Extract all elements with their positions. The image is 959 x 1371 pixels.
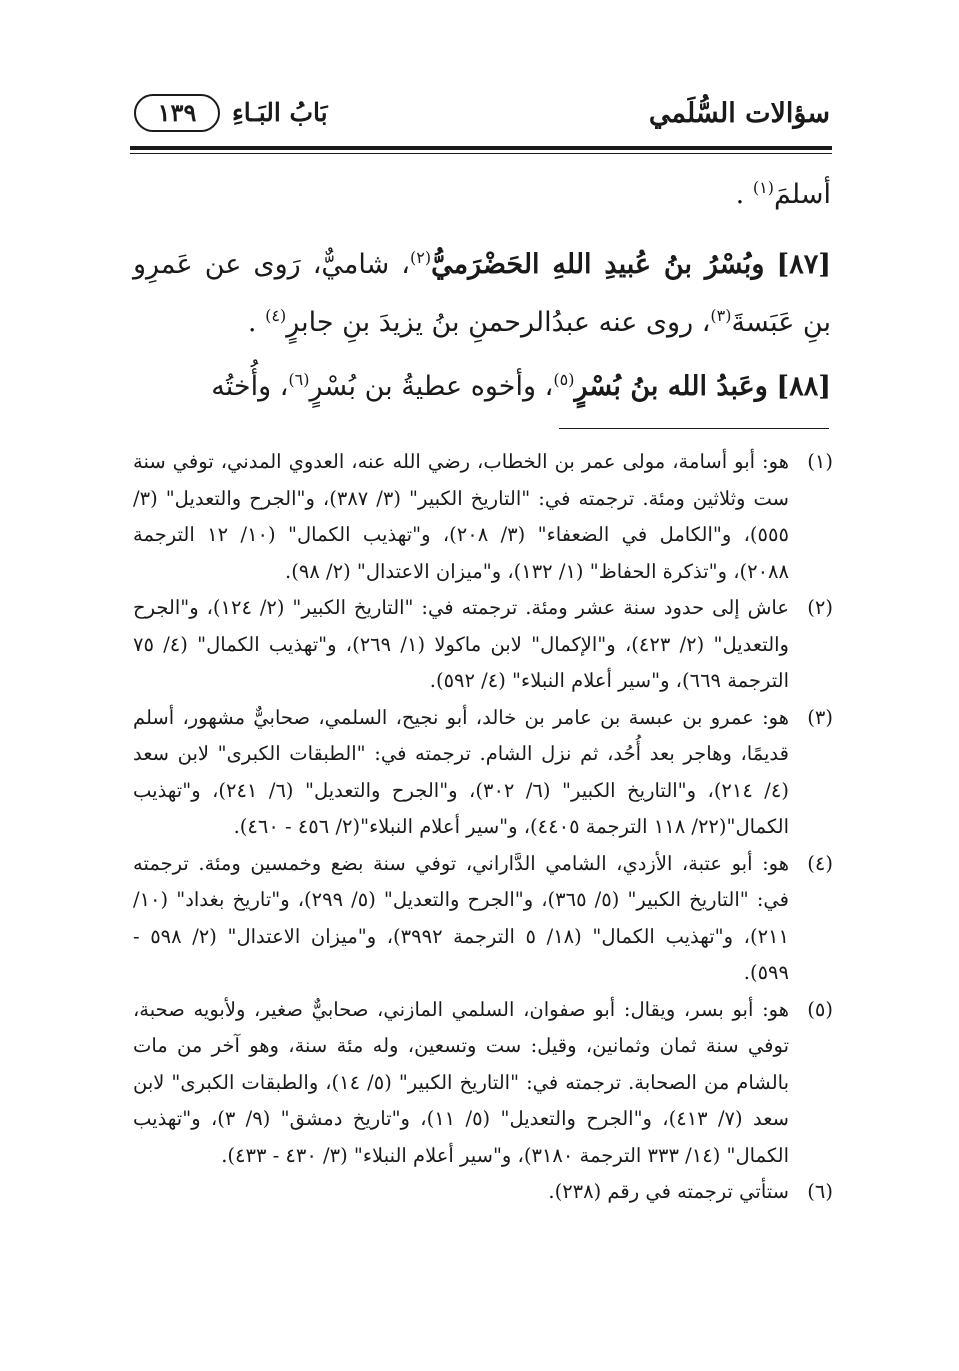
entry-87 — [133, 236, 831, 352]
entry-88 — [133, 358, 831, 416]
entry-87-text-b: ، روى عنه عبدُالرحمنِ بنُ يزيدَ بنِ جابرٍ — [286, 307, 711, 338]
footnote-6 — [133, 1174, 833, 1211]
footnote-separator — [559, 428, 829, 429]
header-rule-thin — [130, 153, 832, 154]
entry-87-text-c: . — [247, 307, 257, 338]
footnote-ref-4: (٤) — [265, 306, 287, 325]
footnote-ref-2: (٢) — [410, 248, 432, 267]
entry-88-number: [٨٨] — [776, 371, 831, 402]
entry-87-number: [٨٧] — [776, 249, 832, 280]
footnote-text: هو: أبو بسر، ويقال: أبو صفوان، السلمي المازني، صحابيٌّ صغير، ولأبويه صحبة، توفي سنة ثمان وثمانين، وقيل: ست وتسعين، وله مئة سنة، وهو آخر من مات بالشام من الصحابة. ترجمته في: "التاريخ الكبير" (٥/ ١٤)، والطبقات الكبرى" لابن سعد (٧/ ٤١٣)، و"الجرح والتعديل" (٥/ ١١)، و"تاريخ دمشق" (٩/ ٣)، و"تهذيب الكمال" (١٤/ ٣٣٣ الترجمة ٣١٨٠)، و"سير أعلام النبلاء" (٣/ ٤٣٠ - ٤٣٣). — [133, 997, 790, 1167]
footnote-mark: (٦) — [807, 1180, 833, 1203]
footnote-ref-3: (٣) — [710, 306, 732, 325]
entry-87-name: وبُسْرُ بنُ عُبيدِ اللهِ الحَضْرَميُّ — [431, 249, 765, 280]
continuation-line — [133, 166, 831, 224]
footnote-text: عاش إلى حدود سنة عشر ومئة. ترجمته في: "التاريخ الكبير" (٢/ ١٢٤)، و"الجرح والتعديل" (٢/ ٤٢٣)، و"الإكمال" لابن ماكولا (١/ ٢٦٩)، و"تهذيب الكمال" (٤/ ٧٥ الترجمة ٦٦٩)، و"سير أعلام النبلاء" (٤/ ٥٩٢). — [133, 596, 789, 692]
footnote-4 — [133, 846, 833, 992]
main-text — [133, 166, 831, 422]
footnote-ref-6: (٦) — [288, 370, 310, 389]
footnote-ref-5: (٥) — [553, 370, 575, 389]
footnote-5 — [133, 992, 833, 1175]
entry-87-text-a: ، شاميٌّ، رَوى عن عَمرِو بنِ عَبَسةَ — [133, 249, 831, 338]
chapter-title: بَابُ البَـاءِ — [232, 98, 328, 127]
footnote-text: ستأتي ترجمته في رقم (٢٣٨). — [548, 1180, 789, 1203]
entry-88-name: وعَبدُ الله بنُ بُسْرٍ — [574, 371, 768, 402]
entry-88-text-b: ، وأُختُه — [211, 371, 289, 402]
footnote-1 — [133, 444, 833, 590]
entry-88-text-a: ، وأخوه عطيةُ بن بُسْرٍ — [309, 371, 554, 402]
footnote-mark: (٤) — [807, 851, 833, 875]
footnote-text: هو: عمرو بن عبسة بن عامر بن خالد، أبو نجيح، السلمي، صحابيٌّ مشهور، أسلم قديمًا، وهاجر بعد أُحُد، ثم نزل الشام. ترجمته في: "الطبقات الكبرى" لابن سعد (٤/ ٢١٤)، و"التاريخ الكبير" (٦/ ٣٠٢)، و"الجرح والتعديل" (٦/ ٢٤١)، و"تهذيب الكمال"(٢٢/ ١١٨ الترجمة ٤٤٠٥)، و"سير أعلام النبلاء"(٢/ ٤٥٦ - ٤٦٠). — [133, 705, 789, 838]
book-title: سؤالات السُّلَمي — [648, 98, 830, 129]
footnote-mark: (١) — [807, 450, 833, 473]
footnote-mark: (٣) — [807, 705, 833, 729]
page-header — [130, 92, 830, 142]
continuation-text: أسلمَ — [773, 179, 831, 210]
footnote-mark: (٢) — [807, 596, 833, 619]
footnotes — [133, 444, 833, 1211]
header-rule-thick — [130, 146, 832, 150]
footnote-text: هو: أبو عتبة، الأزدي، الشامي الدَّاراني، توفي سنة بضع وخمسين ومئة. ترجمته في: "التاريخ الكبير" (٥/ ٣٦٥)، و"الجرح والتعديل" (٥/ ٢٩٩)، و"تاريخ بغداد" (١٠/ ٢١١)، و"تهذيب الكمال" (١٨/ ٥ الترجمة ٣٩٩٢)، و"ميزان الاعتدال" (٢/ ٥٩٨ - ٥٩٩). — [133, 851, 789, 984]
footnote-2 — [133, 590, 833, 700]
continuation-end: . — [735, 179, 745, 210]
footnote-text: هو: أبو أسامة، مولى عمر بن الخطاب، رضي الله عنه، العدوي المدني، توفي سنة ست وثلاثين ومئة. ترجمته في: "التاريخ الكبير" (٣/ ٣٨٧)، و"الجرح والتعديل" (٣/ ٥٥٥)، و"الكامل في الضعفاء" (٣/ ٢٠٨)، و"تهذيب الكمال" (١٠/ ١٢ الترجمة ٢٠٨٨)، و"تذكرة الحفاظ" (١/ ١٣٢)، و"ميزان الاعتدال" (٢/ ٩٨). — [133, 450, 789, 583]
footnote-ref-1: (١) — [752, 178, 774, 197]
footnote-3 — [133, 700, 833, 846]
page-number: ١٣٩ — [134, 94, 220, 132]
footnote-mark: (٥) — [807, 997, 833, 1021]
